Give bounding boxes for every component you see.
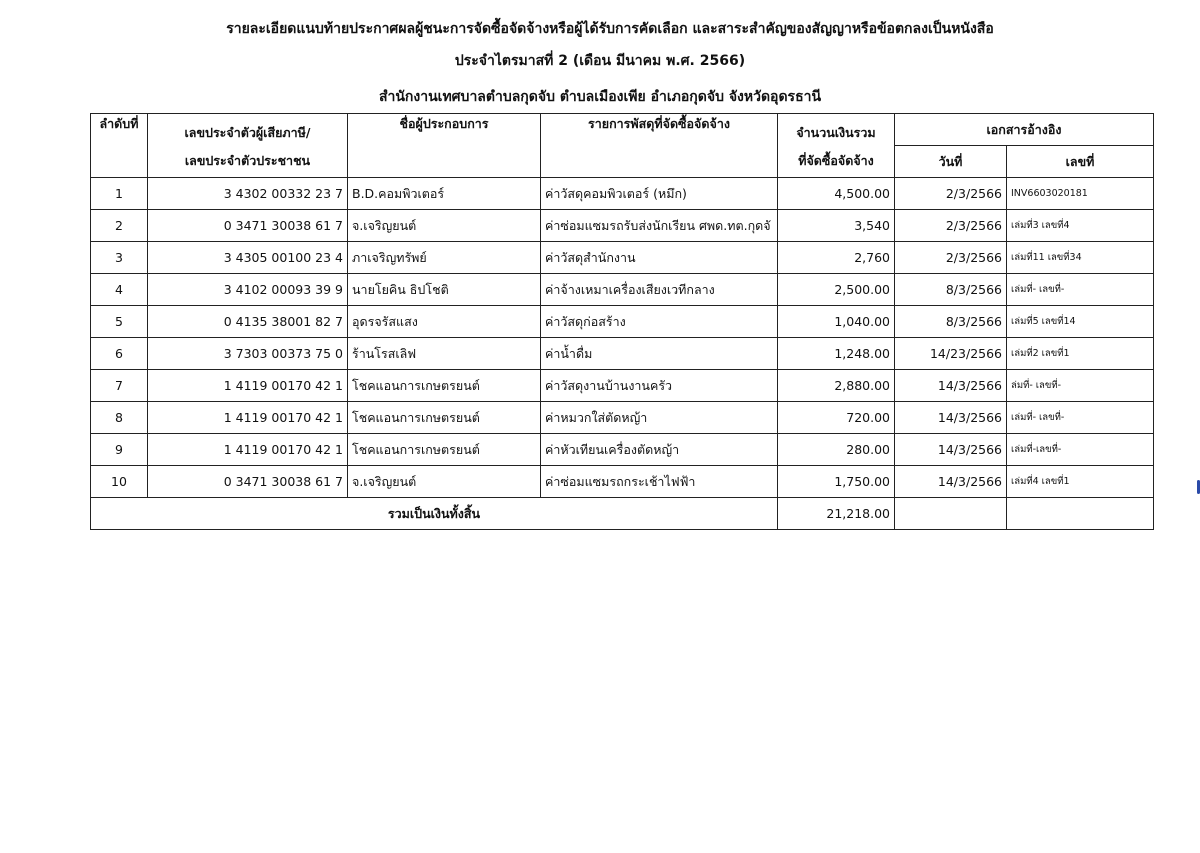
total-amount: 21,218.00	[778, 498, 895, 530]
table-row	[91, 210, 1154, 242]
total-empty-ref	[1007, 498, 1154, 530]
cell-item: ค่าซ่อมแซมรถรับส่งนักเรียน ศพด.ทต.กุดจั	[541, 210, 778, 242]
header-amount-line2: ที่จัดซื้อจัดจ้าง	[798, 152, 874, 168]
cell-vendor: จ.เจริญยนต์	[348, 210, 541, 242]
cell-taxid: 0 3471 30038 61 7	[148, 210, 348, 242]
cell-no: 1	[91, 178, 148, 210]
cell-item: ค่าจ้างเหมาเครื่องเสียงเวทีกลาง	[541, 274, 778, 306]
cell-vendor: ร้านโรสเลิฟ	[348, 338, 541, 370]
cell-taxid: 3 4305 00100 23 4	[148, 242, 348, 274]
cell-taxid: 1 4119 00170 42 1	[148, 434, 348, 466]
cell-vendor: B.D.คอมพิวเตอร์	[348, 178, 541, 210]
header-taxid-line1: เลขประจำตัวผู้เสียภาษี/	[184, 124, 311, 140]
cell-date: 14/3/2566	[895, 402, 1007, 434]
cell-no: 5	[91, 306, 148, 338]
header-vendor: ชื่อผู้ประกอบการ	[348, 114, 541, 178]
table-row	[91, 338, 1154, 370]
cell-taxid: 0 4135 38001 82 7	[148, 306, 348, 338]
table-row	[91, 466, 1154, 498]
total-label: รวมเป็นเงินทั้งสิ้น	[91, 498, 778, 530]
cell-amount: 2,880.00	[778, 370, 895, 402]
cell-item: ค่าหมวกใส่ตัดหญ้า	[541, 402, 778, 434]
cell-ref: เล่มที่2 เลขที่1	[1007, 338, 1154, 370]
header-taxid	[148, 114, 348, 178]
cell-item: ค่าวัสดุคอมพิวเตอร์ (หมึก)	[541, 178, 778, 210]
cell-ref: เล่มที่11 เลขที่34	[1007, 242, 1154, 274]
cell-date: 8/3/2566	[895, 274, 1007, 306]
procurement-table	[90, 113, 1154, 530]
cell-no: 6	[91, 338, 148, 370]
header-item: รายการพัสดุที่จัดซื้อจัดจ้าง	[541, 114, 778, 178]
cell-date: 14/23/2566	[895, 338, 1007, 370]
table-row	[91, 242, 1154, 274]
cell-vendor: ภาเจริญทรัพย์	[348, 242, 541, 274]
cell-item: ค่าวัสดุสำนักงาน	[541, 242, 778, 274]
cell-vendor: โชคแอนการเกษตรยนต์	[348, 434, 541, 466]
cell-taxid: 3 7303 00373 75 0	[148, 338, 348, 370]
cell-taxid: 3 4302 00332 23 7	[148, 178, 348, 210]
table-row	[91, 434, 1154, 466]
cell-no: 3	[91, 242, 148, 274]
cell-amount: 280.00	[778, 434, 895, 466]
header-ref-group: เอกสารอ้างอิง	[895, 114, 1154, 146]
cell-ref: เล่มที่4 เลขที่1	[1007, 466, 1154, 498]
cell-no: 7	[91, 370, 148, 402]
cell-date: 8/3/2566	[895, 306, 1007, 338]
cell-amount: 1,750.00	[778, 466, 895, 498]
cell-date: 14/3/2566	[895, 370, 1007, 402]
cell-no: 8	[91, 402, 148, 434]
cell-vendor: นายโยคิน ธิปโชติ	[348, 274, 541, 306]
cell-no: 10	[91, 466, 148, 498]
cell-item: ค่าวัสดุงานบ้านงานครัว	[541, 370, 778, 402]
cell-no: 4	[91, 274, 148, 306]
cell-amount: 4,500.00	[778, 178, 895, 210]
header-no: ลำดับที่	[91, 114, 148, 178]
cell-taxid: 3 4102 00093 39 9	[148, 274, 348, 306]
cell-item: ค่าซ่อมแซมรถกระเช้าไฟฟ้า	[541, 466, 778, 498]
cell-date: 2/3/2566	[895, 210, 1007, 242]
cell-ref: เล่มที่3 เลขที่4	[1007, 210, 1154, 242]
table-row	[91, 370, 1154, 402]
cell-vendor: จ.เจริญยนต์	[348, 466, 541, 498]
cell-amount: 1,248.00	[778, 338, 895, 370]
cell-amount: 2,760	[778, 242, 895, 274]
total-empty-date	[895, 498, 1007, 530]
table-row	[91, 402, 1154, 434]
header-ref-number: เลขที่	[1007, 146, 1154, 178]
table-row	[91, 178, 1154, 210]
table-header-row	[91, 114, 1154, 146]
cell-taxid: 1 4119 00170 42 1	[148, 370, 348, 402]
cell-vendor: โชคแอนการเกษตรยนต์	[348, 402, 541, 434]
cell-no: 9	[91, 434, 148, 466]
cell-date: 14/3/2566	[895, 434, 1007, 466]
cell-vendor: อุดรจรัสแสง	[348, 306, 541, 338]
cell-ref: เล่มที่5 เลขที่14	[1007, 306, 1154, 338]
cell-date: 2/3/2566	[895, 178, 1007, 210]
table-body	[91, 178, 1154, 498]
table-row	[91, 306, 1154, 338]
cell-amount: 2,500.00	[778, 274, 895, 306]
cell-item: ค่าหัวเทียนเครื่องตัดหญ้า	[541, 434, 778, 466]
cell-taxid: 1 4119 00170 42 1	[148, 402, 348, 434]
document-office: สำนักงานเทศบาลตำบลกุดจับ ตำบลเมืองเพีย อำเภอกุดจับ จังหวัดอุดรธานี	[378, 89, 822, 105]
cell-taxid: 0 3471 30038 61 7	[148, 466, 348, 498]
total-row	[91, 498, 1154, 530]
cell-amount: 720.00	[778, 402, 895, 434]
cell-item: ค่าวัสดุก่อสร้าง	[541, 306, 778, 338]
cell-ref: ล่มที่- เลขที่-	[1007, 370, 1154, 402]
cell-no: 2	[91, 210, 148, 242]
cell-ref: INV6603020181	[1007, 178, 1154, 210]
header-taxid-line2: เลขประจำตัวประชาชน	[184, 152, 311, 168]
cell-date: 2/3/2566	[895, 242, 1007, 274]
cell-date: 14/3/2566	[895, 466, 1007, 498]
table-row	[91, 274, 1154, 306]
header-amount-line1: จำนวนเงินรวม	[796, 124, 876, 140]
header-amount	[778, 114, 895, 178]
cell-item: ค่าน้ำดื่ม	[541, 338, 778, 370]
header-ref-date: วันที่	[895, 146, 1007, 178]
document-title: รายละเอียดแนบท้ายประกาศผลผู้ชนะการจัดซื้อจัดจ้างหรือผู้ได้รับการคัดเลือก และสาระสำคัญของสัญญาหรือข้อตกลงเป็นหนังสือ	[226, 21, 994, 37]
cell-ref: เล่มที่- เลขที่-	[1007, 402, 1154, 434]
cell-ref: เล่มที่- เลขที่-	[1007, 274, 1154, 306]
cell-vendor: โชคแอนการเกษตรยนต์	[348, 370, 541, 402]
cell-amount: 1,040.00	[778, 306, 895, 338]
document-period: ประจำไตรมาสที่ 2 (เดือน มีนาคม พ.ศ. 2566)	[454, 53, 746, 69]
cell-amount: 3,540	[778, 210, 895, 242]
cell-ref: เล่มที่-เลขที่-	[1007, 434, 1154, 466]
